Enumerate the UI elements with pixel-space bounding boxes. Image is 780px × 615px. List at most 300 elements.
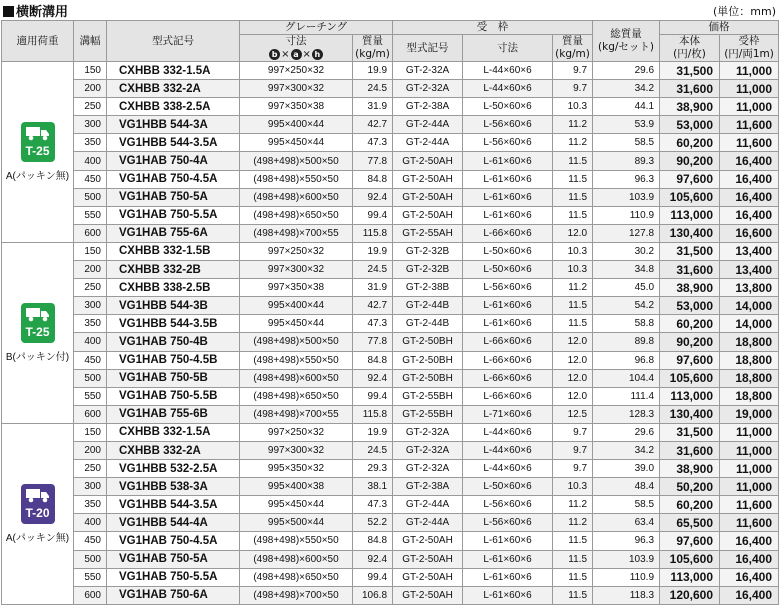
cell-grating-mass: 84.8 <box>353 532 393 550</box>
cell-frame-model: GT-2-50AH <box>393 170 463 188</box>
cell-total-mass: 29.6 <box>593 423 660 441</box>
cell-frame-mass: 11.5 <box>553 188 593 206</box>
cell-frame-dim: L-61×60×6 <box>463 170 553 188</box>
cell-frame-mass: 11.5 <box>553 152 593 170</box>
cell-grating-dim: (498+498)×550×50 <box>240 170 353 188</box>
cell-total-mass: 58.8 <box>593 315 660 333</box>
table-row <box>2 242 779 260</box>
cell-model: VG1HAB 750-4B <box>107 333 240 351</box>
cell-frame-price: 16,600 <box>720 224 779 242</box>
cell-frame-model: GT-2-38B <box>393 279 463 297</box>
cell-frame-model: GT-2-32B <box>393 242 463 260</box>
cell-grating-dim: (498+498)×500×50 <box>240 152 353 170</box>
cell-frame-dim: L-50×60×6 <box>463 242 553 260</box>
cell-grating-dim: 995×450×44 <box>240 134 353 152</box>
cell-frame-model: GT-2-32B <box>393 261 463 279</box>
cell-frame-dim: L-56×60×6 <box>463 496 553 514</box>
cell-width: 350 <box>74 315 107 333</box>
cell-frame-dim: L-50×60×6 <box>463 478 553 496</box>
cell-grating-mass: 92.4 <box>353 550 393 568</box>
cell-body-price: 53,000 <box>660 116 720 134</box>
table-header <box>2 21 779 62</box>
cell-total-mass: 127.8 <box>593 224 660 242</box>
cell-total-mass: 58.5 <box>593 496 660 514</box>
cell-frame-model: GT-2-55BH <box>393 387 463 405</box>
cell-total-mass: 111.4 <box>593 387 660 405</box>
cell-width: 250 <box>74 98 107 116</box>
cell-frame-model: GT-2-32A <box>393 441 463 459</box>
cell-width: 300 <box>74 478 107 496</box>
cell-model: VG1HAB 750-4.5A <box>107 170 240 188</box>
cell-frame-dim: L-61×60×6 <box>463 152 553 170</box>
cell-width: 500 <box>74 550 107 568</box>
cell-total-mass: 30.2 <box>593 242 660 260</box>
cell-frame-dim: L-61×60×6 <box>463 568 553 586</box>
square-bullet-icon <box>3 6 14 17</box>
cell-grating-mass: 47.3 <box>353 315 393 333</box>
cell-frame-model: GT-2-44B <box>393 315 463 333</box>
cell-grating-dim: (498+498)×700×55 <box>240 224 353 242</box>
cell-frame-price: 16,400 <box>720 586 779 604</box>
table-row <box>2 62 779 80</box>
cell-frame-mass: 11.5 <box>553 206 593 224</box>
cell-frame-model: GT-2-44A <box>393 496 463 514</box>
cell-frame-dim: L-61×60×6 <box>463 550 553 568</box>
cell-frame-price: 13,800 <box>720 279 779 297</box>
cell-body-price: 130,400 <box>660 405 720 423</box>
cell-grating-mass: 47.3 <box>353 496 393 514</box>
cell-model: VG1HAB 750-6A <box>107 586 240 604</box>
cell-total-mass: 110.9 <box>593 568 660 586</box>
cell-model: VG1HBB 544-3.5A <box>107 134 240 152</box>
cell-frame-mass: 11.5 <box>553 532 593 550</box>
cell-model: CXHBB 338-2.5A <box>107 98 240 116</box>
cell-width: 600 <box>74 586 107 604</box>
table-row <box>2 405 779 423</box>
cell-total-mass: 128.3 <box>593 405 660 423</box>
cell-frame-dim: L-56×60×6 <box>463 116 553 134</box>
cell-width: 200 <box>74 441 107 459</box>
cell-grating-mass: 77.8 <box>353 152 393 170</box>
table-row <box>2 460 779 478</box>
cell-width: 600 <box>74 405 107 423</box>
cell-frame-model: GT-2-44A <box>393 134 463 152</box>
cell-grating-mass: 115.8 <box>353 405 393 423</box>
cell-grating-dim: (498+498)×700×55 <box>240 405 353 423</box>
cell-frame-model: GT-2-50AH <box>393 586 463 604</box>
cell-width: 300 <box>74 116 107 134</box>
header-body-price: 本体 (円/枚) <box>660 35 720 62</box>
cell-grating-mass: 99.4 <box>353 206 393 224</box>
cell-grating-dim: (498+498)×600×50 <box>240 188 353 206</box>
cell-frame-price: 18,800 <box>720 387 779 405</box>
a-mark-icon: a <box>291 49 302 60</box>
cell-model: CXHBB 338-2.5B <box>107 279 240 297</box>
header-width: 溝幅 <box>74 21 107 62</box>
cell-body-price: 50,200 <box>660 478 720 496</box>
cell-grating-mass: 24.5 <box>353 80 393 98</box>
cell-width: 150 <box>74 242 107 260</box>
cell-total-mass: 96.3 <box>593 532 660 550</box>
cell-total-mass: 96.8 <box>593 351 660 369</box>
cell-width: 450 <box>74 532 107 550</box>
cell-frame-dim: L-44×60×6 <box>463 62 553 80</box>
cell-body-price: 113,000 <box>660 568 720 586</box>
cell-frame-model: GT-2-50AH <box>393 206 463 224</box>
cell-grating-mass: 24.5 <box>353 441 393 459</box>
cell-model: VG1HBB 544-4A <box>107 514 240 532</box>
cell-width: 400 <box>74 152 107 170</box>
cell-frame-mass: 9.7 <box>553 460 593 478</box>
cell-frame-mass: 9.7 <box>553 423 593 441</box>
cell-frame-model: GT-2-55BH <box>393 405 463 423</box>
cell-grating-dim: 997×250×32 <box>240 242 353 260</box>
cell-total-mass: 39.0 <box>593 460 660 478</box>
cell-frame-dim: L-50×60×6 <box>463 261 553 279</box>
header-model: 型式記号 <box>107 21 240 62</box>
cell-model: VG1HBB 544-3.5A <box>107 496 240 514</box>
cell-model: CXHBB 332-1.5A <box>107 62 240 80</box>
cell-total-mass: 89.8 <box>593 333 660 351</box>
cell-grating-dim: 995×400×44 <box>240 297 353 315</box>
cell-frame-price: 11,000 <box>720 98 779 116</box>
cell-grating-dim: 995×400×44 <box>240 116 353 134</box>
cell-total-mass: 54.2 <box>593 297 660 315</box>
spec-table <box>1 20 779 605</box>
cell-frame-price: 11,600 <box>720 134 779 152</box>
cell-grating-dim: (498+498)×500×50 <box>240 333 353 351</box>
cell-grating-dim: 995×350×32 <box>240 460 353 478</box>
cell-frame-price: 11,000 <box>720 460 779 478</box>
table-row <box>2 206 779 224</box>
cell-total-mass: 34.8 <box>593 261 660 279</box>
cell-width: 550 <box>74 568 107 586</box>
cell-model: CXHBB 332-1.5A <box>107 423 240 441</box>
cell-frame-dim: L-61×60×6 <box>463 188 553 206</box>
cell-body-price: 105,600 <box>660 188 720 206</box>
cell-grating-mass: 29.3 <box>353 460 393 478</box>
cell-grating-dim: 995×400×38 <box>240 478 353 496</box>
cell-model: VG1HAB 750-5.5B <box>107 387 240 405</box>
cell-model: VG1HAB 750-5B <box>107 369 240 387</box>
cell-grating-mass: 115.8 <box>353 224 393 242</box>
cell-grating-dim: 997×250×32 <box>240 423 353 441</box>
table-row <box>2 514 779 532</box>
cell-frame-model: GT-2-44B <box>393 297 463 315</box>
table-row <box>2 80 779 98</box>
cell-grating-dim: (498+498)×700×50 <box>240 586 353 604</box>
cell-total-mass: 104.4 <box>593 369 660 387</box>
cell-grating-mass: 52.2 <box>353 514 393 532</box>
cell-frame-model: GT-2-32A <box>393 423 463 441</box>
cell-frame-dim: L-61×60×6 <box>463 315 553 333</box>
cell-frame-price: 16,400 <box>720 188 779 206</box>
table-row <box>2 333 779 351</box>
cell-model: VG1HBB 544-3B <box>107 297 240 315</box>
cell-frame-mass: 12.5 <box>553 405 593 423</box>
cell-body-price: 38,900 <box>660 98 720 116</box>
cell-grating-mass: 84.8 <box>353 351 393 369</box>
cell-body-price: 60,200 <box>660 496 720 514</box>
cell-frame-model: GT-2-55AH <box>393 224 463 242</box>
table-row <box>2 586 779 604</box>
cell-body-price: 90,200 <box>660 152 720 170</box>
load-sub-label: A(パッキン無) <box>5 170 70 182</box>
load-sub-label: B(パッキン付) <box>5 351 70 363</box>
cell-grating-dim: 997×350×38 <box>240 98 353 116</box>
cell-body-price: 38,900 <box>660 460 720 478</box>
header-price: 価格 <box>660 21 779 35</box>
cell-total-mass: 103.9 <box>593 188 660 206</box>
table-row <box>2 188 779 206</box>
cell-frame-mass: 9.7 <box>553 80 593 98</box>
cell-body-price: 90,200 <box>660 333 720 351</box>
cell-frame-mass: 10.3 <box>553 98 593 116</box>
header-frame-mass: 質量 (kg/m) <box>553 35 593 62</box>
table-row <box>2 261 779 279</box>
cell-total-mass: 63.4 <box>593 514 660 532</box>
load-badge: T-20 <box>21 484 55 524</box>
cell-frame-dim: L-44×60×6 <box>463 441 553 459</box>
table-row <box>2 568 779 586</box>
cell-grating-dim: 995×450×44 <box>240 496 353 514</box>
cell-model: VG1HAB 755-6B <box>107 405 240 423</box>
cell-frame-mass: 12.0 <box>553 387 593 405</box>
cell-grating-mass: 19.9 <box>353 242 393 260</box>
table-row <box>2 315 779 333</box>
cell-model: VG1HAB 750-5A <box>107 550 240 568</box>
cell-frame-price: 16,400 <box>720 568 779 586</box>
table-row <box>2 369 779 387</box>
cell-model: VG1HAB 755-6A <box>107 224 240 242</box>
table-row <box>2 279 779 297</box>
header-grating-dim: 寸法 b × a × h <box>240 35 353 62</box>
cell-frame-mass: 11.2 <box>553 514 593 532</box>
cell-frame-dim: L-50×60×6 <box>463 98 553 116</box>
cell-total-mass: 118.3 <box>593 586 660 604</box>
cell-grating-dim: 997×300×32 <box>240 80 353 98</box>
cell-total-mass: 29.6 <box>593 62 660 80</box>
cell-frame-price: 14,000 <box>720 297 779 315</box>
cell-frame-mass: 12.0 <box>553 351 593 369</box>
cell-model: VG1HAB 750-4.5A <box>107 532 240 550</box>
cell-total-mass: 45.0 <box>593 279 660 297</box>
cell-frame-price: 16,400 <box>720 170 779 188</box>
cell-body-price: 113,000 <box>660 387 720 405</box>
cell-frame-dim: L-66×60×6 <box>463 351 553 369</box>
cell-width: 600 <box>74 224 107 242</box>
cell-body-price: 130,400 <box>660 224 720 242</box>
cell-frame-mass: 11.5 <box>553 568 593 586</box>
header-total-mass: 総質量 (kg/セット) <box>593 21 660 62</box>
cell-frame-model: GT-2-32A <box>393 460 463 478</box>
cell-grating-dim: 995×450×44 <box>240 315 353 333</box>
cell-body-price: 60,200 <box>660 315 720 333</box>
table-row <box>2 387 779 405</box>
cell-model: VG1HAB 750-4A <box>107 152 240 170</box>
cell-model: CXHBB 332-2B <box>107 261 240 279</box>
b-mark-icon: b <box>269 49 280 60</box>
cell-frame-model: GT-2-50AH <box>393 532 463 550</box>
cell-model: CXHBB 332-1.5B <box>107 242 240 260</box>
cell-body-price: 60,200 <box>660 134 720 152</box>
cell-frame-mass: 10.3 <box>553 242 593 260</box>
cell-width: 500 <box>74 369 107 387</box>
load-cell <box>2 62 74 243</box>
cell-frame-mass: 9.7 <box>553 441 593 459</box>
cell-grating-mass: 99.4 <box>353 568 393 586</box>
cell-total-mass: 34.2 <box>593 80 660 98</box>
cell-body-price: 105,600 <box>660 369 720 387</box>
cell-grating-mass: 42.7 <box>353 116 393 134</box>
cell-frame-price: 16,400 <box>720 206 779 224</box>
truck-icon <box>26 487 50 503</box>
cell-body-price: 31,600 <box>660 441 720 459</box>
cell-frame-price: 11,000 <box>720 478 779 496</box>
cell-frame-price: 14,000 <box>720 315 779 333</box>
cell-frame-price: 13,400 <box>720 242 779 260</box>
cell-frame-price: 16,400 <box>720 152 779 170</box>
cell-grating-mass: 31.9 <box>353 279 393 297</box>
cell-frame-price: 11,600 <box>720 514 779 532</box>
table-row <box>2 496 779 514</box>
cell-frame-model: GT-2-50BH <box>393 351 463 369</box>
cell-grating-mass: 42.7 <box>353 297 393 315</box>
cell-grating-dim: 995×500×44 <box>240 514 353 532</box>
cell-width: 350 <box>74 496 107 514</box>
table-row <box>2 351 779 369</box>
cell-frame-dim: L-56×60×6 <box>463 279 553 297</box>
cell-total-mass: 48.4 <box>593 478 660 496</box>
cell-frame-price: 18,800 <box>720 333 779 351</box>
cell-model: VG1HAB 750-5.5A <box>107 206 240 224</box>
cell-width: 250 <box>74 279 107 297</box>
h-mark-icon: h <box>312 49 323 60</box>
cell-width: 300 <box>74 297 107 315</box>
cell-grating-dim: 997×250×32 <box>240 62 353 80</box>
table-row <box>2 423 779 441</box>
cell-grating-mass: 92.4 <box>353 188 393 206</box>
load-badge: T-25 <box>21 303 55 343</box>
table-row <box>2 98 779 116</box>
cell-grating-mass: 31.9 <box>353 98 393 116</box>
cell-grating-dim: (498+498)×650×50 <box>240 568 353 586</box>
cell-grating-dim: 997×350×38 <box>240 279 353 297</box>
cell-width: 250 <box>74 460 107 478</box>
cell-total-mass: 89.3 <box>593 152 660 170</box>
header-frame-price: 受枠 (円/両1m) <box>720 35 779 62</box>
cell-frame-price: 18,800 <box>720 351 779 369</box>
table-row <box>2 170 779 188</box>
cell-grating-mass: 19.9 <box>353 62 393 80</box>
cell-body-price: 38,900 <box>660 279 720 297</box>
unit-note: (単位：mm) <box>712 5 776 18</box>
cell-frame-mass: 11.2 <box>553 134 593 152</box>
cell-frame-model: GT-2-50AH <box>393 568 463 586</box>
cell-frame-model: GT-2-50AH <box>393 152 463 170</box>
cell-grating-dim: (498+498)×650×50 <box>240 387 353 405</box>
cell-model: VG1HAB 750-4.5B <box>107 351 240 369</box>
table-row <box>2 532 779 550</box>
cell-frame-dim: L-66×60×6 <box>463 387 553 405</box>
cell-total-mass: 96.3 <box>593 170 660 188</box>
cell-frame-price: 16,400 <box>720 532 779 550</box>
cell-model: VG1HBB 532-2.5A <box>107 460 240 478</box>
cell-frame-mass: 11.2 <box>553 496 593 514</box>
cell-grating-mass: 19.9 <box>353 423 393 441</box>
load-sub-label: A(パッキン無) <box>5 532 70 544</box>
cell-frame-price: 16,400 <box>720 550 779 568</box>
cell-model: CXHBB 332-2A <box>107 80 240 98</box>
cell-frame-price: 11,600 <box>720 116 779 134</box>
cell-width: 450 <box>74 170 107 188</box>
cell-frame-dim: L-61×60×6 <box>463 586 553 604</box>
cell-frame-model: GT-2-50AH <box>393 188 463 206</box>
cell-grating-mass: 92.4 <box>353 369 393 387</box>
cell-frame-dim: L-71×60×6 <box>463 405 553 423</box>
cell-body-price: 113,000 <box>660 206 720 224</box>
cell-grating-dim: (498+498)×550×50 <box>240 532 353 550</box>
cell-grating-dim: (498+498)×550×50 <box>240 351 353 369</box>
cell-width: 200 <box>74 80 107 98</box>
cell-frame-dim: L-44×60×6 <box>463 423 553 441</box>
cell-frame-mass: 10.3 <box>553 261 593 279</box>
cell-width: 550 <box>74 387 107 405</box>
cell-total-mass: 34.2 <box>593 441 660 459</box>
cell-body-price: 65,500 <box>660 514 720 532</box>
table-row <box>2 441 779 459</box>
cell-width: 550 <box>74 206 107 224</box>
cell-frame-dim: L-44×60×6 <box>463 460 553 478</box>
cell-grating-mass: 99.4 <box>353 387 393 405</box>
cell-model: CXHBB 332-2A <box>107 441 240 459</box>
table-row <box>2 224 779 242</box>
cell-body-price: 97,600 <box>660 351 720 369</box>
cell-frame-model: GT-2-32A <box>393 62 463 80</box>
cell-frame-dim: L-56×60×6 <box>463 514 553 532</box>
cell-width: 350 <box>74 134 107 152</box>
cell-width: 200 <box>74 261 107 279</box>
cell-frame-mass: 10.3 <box>553 478 593 496</box>
cell-grating-mass: 84.8 <box>353 170 393 188</box>
cell-frame-mass: 11.5 <box>553 315 593 333</box>
cell-grating-dim: (498+498)×600×50 <box>240 550 353 568</box>
cell-frame-price: 11,000 <box>720 441 779 459</box>
cell-width: 400 <box>74 514 107 532</box>
cell-frame-mass: 11.2 <box>553 116 593 134</box>
cell-frame-dim: L-61×60×6 <box>463 206 553 224</box>
load-cell <box>2 242 74 423</box>
cell-total-mass: 110.9 <box>593 206 660 224</box>
cell-frame-price: 11,000 <box>720 423 779 441</box>
cell-model: VG1HBB 538-3A <box>107 478 240 496</box>
cell-frame-mass: 11.5 <box>553 297 593 315</box>
cell-body-price: 31,500 <box>660 242 720 260</box>
cell-grating-mass: 38.1 <box>353 478 393 496</box>
cell-frame-dim: L-61×60×6 <box>463 532 553 550</box>
cell-body-price: 53,000 <box>660 297 720 315</box>
cell-model: VG1HBB 544-3A <box>107 116 240 134</box>
header-frame-dim: 寸法 <box>463 35 553 62</box>
cell-grating-dim: 997×300×32 <box>240 261 353 279</box>
header-frame: 受 枠 <box>393 21 593 35</box>
cell-frame-model: GT-2-38A <box>393 98 463 116</box>
cell-body-price: 105,600 <box>660 550 720 568</box>
cell-frame-dim: L-66×60×6 <box>463 369 553 387</box>
cell-grating-dim: 997×300×32 <box>240 441 353 459</box>
cell-frame-model: GT-2-50AH <box>393 550 463 568</box>
table-row <box>2 478 779 496</box>
